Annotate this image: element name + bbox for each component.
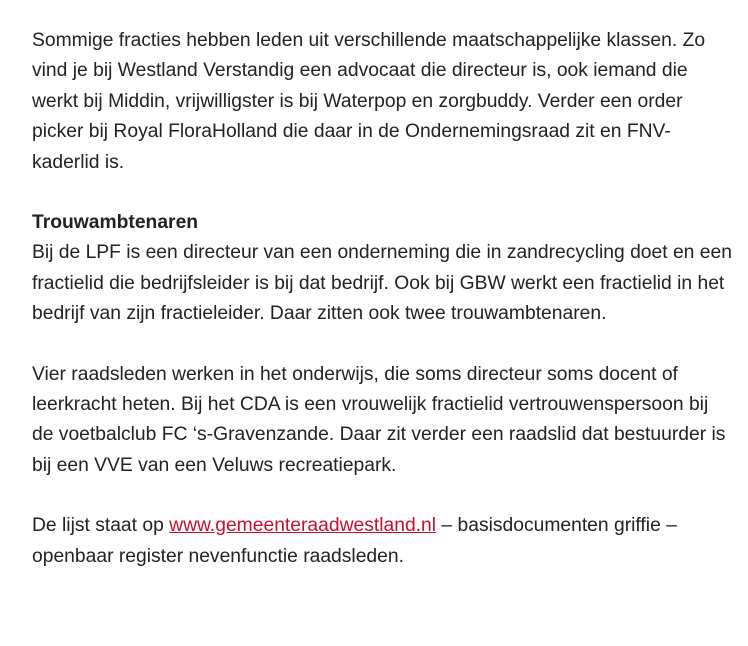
- section-heading: Trouwambtenaren: [32, 212, 199, 234]
- gemeenteraad-link[interactable]: www.gemeenteraadwestland.nl: [169, 515, 437, 537]
- paragraph-lpf: Bij de LPF is een directeur van een onderneming die in zandrecycling doet en een fractielid die bedrijfsleider is bij dat bedrijf. Ook bij GBW werkt een fractielid in het bedrijf van zijn fractieleider. Daar zitten ook twee trouwambtenaren.: [32, 242, 732, 325]
- list-source-suffix: – basisdocumenten griffie – openbaar register nevenfunctie raadsleden.: [32, 515, 677, 567]
- paragraph-education: Vier raadsleden werken in het onderwijs, die soms directeur soms docent of leerkracht heten. Bij het CDA is een vrouwelijk fractielid vertrouwenspersoon bij de voetbalclub FC ‘s-Gravenzande. Daar zit verder een raadslid dat bestuurder is bij een VVE van een Veluws recreatiepark.: [32, 363, 726, 476]
- article-body: [32, 26, 732, 572]
- list-source-prefix: De lijst staat op: [32, 515, 170, 537]
- paragraph-fractions: Sommige fracties hebben leden uit verschillende maatschappelijke klassen. Zo vind je bij Westland Verstandig een advocaat die directeur is, ook iemand die werkt bij Middin, vrijwilligster is bij Waterpop en zorgbuddy. Verder een order picker bij Royal FloraHolland die daar in de Ondernemingsraad zit en FNV-kaderlid is.: [32, 30, 706, 173]
- paragraph-list-source: [32, 511, 732, 572]
